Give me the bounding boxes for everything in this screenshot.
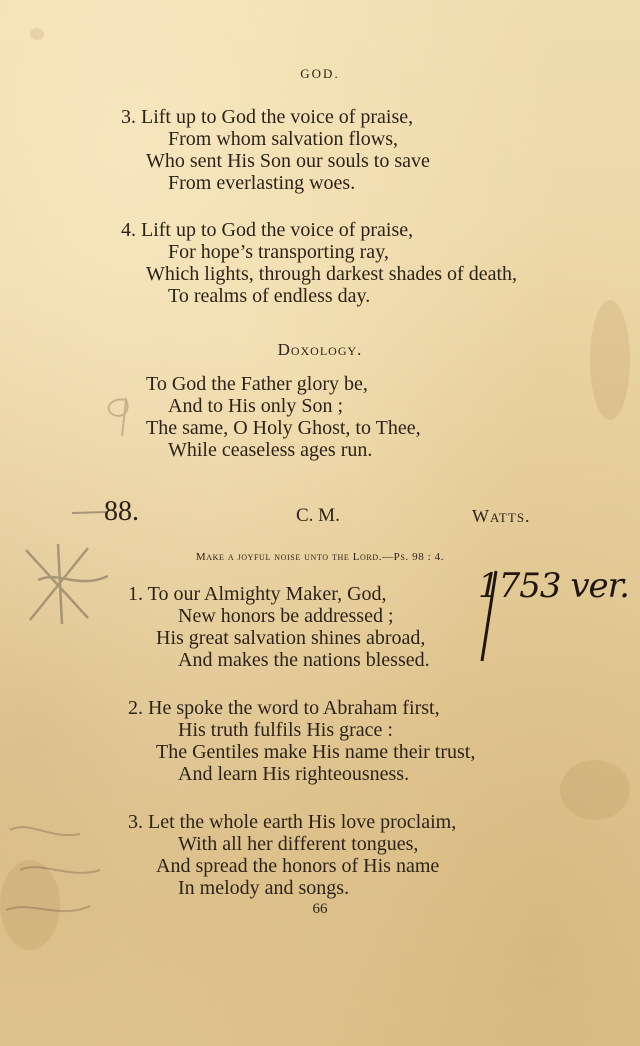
handwritten-stroke [460,565,520,665]
doxology-line: To God the Father glory be, [146,373,368,395]
verse-line: Which lights, through darkest shades of death, [146,263,518,285]
verse-line: The Gentiles make His name their trust, [156,741,476,763]
verse-line: His great salvation shines abroad, [156,627,426,649]
margin-scribble [18,540,118,630]
paper-stain [560,760,630,820]
verse-line: From everlasting woes. [168,172,356,194]
hymn-meter: C. M. [296,505,340,526]
paper-stain [30,28,44,40]
verse-line: In melody and songs. [178,877,350,899]
verse-line: From whom salvation flows, [168,128,398,150]
page-number: 66 [312,901,328,917]
verse-line: New honors be addressed ; [178,605,394,627]
verse-line: And spread the honors of His name [156,855,440,877]
hymn-author: Watts. [472,506,531,526]
doxology-title: Doxology. [277,340,363,359]
doxology-line: The same, O Holy Ghost, to Thee, [146,417,421,439]
verse-line: 1. To our Almighty Maker, God, [128,583,387,605]
verse-line: 4. Lift up to God the voice of praise, [121,219,414,241]
handwritten-annotation: 1753 ver. [478,566,629,606]
verse-line: 3. Let the whole earth His love proclaim, [128,811,457,833]
verse-line: 3. Lift up to God the voice of praise, [121,106,414,128]
paper-stain [590,300,630,420]
verse-line: 2. He spoke the word to Abraham first, [128,697,440,719]
verse-line: His truth fulfils His grace : [178,719,393,741]
doxology-line: And to His only Son ; [168,395,344,417]
verse-line: And learn His righteousness. [178,763,410,785]
verse-line: To realms of endless day. [168,285,371,307]
scripture-text: Make a joyful noise unto the Lord.—Ps. 98 : 4. [195,551,445,563]
verse-line: For hope’s transporting ray, [168,241,389,263]
verse-line: With all her different tongues, [178,833,419,855]
doxology-line: While ceaseless ages run. [168,439,373,461]
verse-line: And makes the nations blessed. [178,649,430,671]
verse-line: Who sent His Son our souls to save [146,150,430,172]
page-header: GOD. [300,66,340,81]
hymn-number: 88. [104,496,139,527]
pencil-mark [96,392,136,442]
